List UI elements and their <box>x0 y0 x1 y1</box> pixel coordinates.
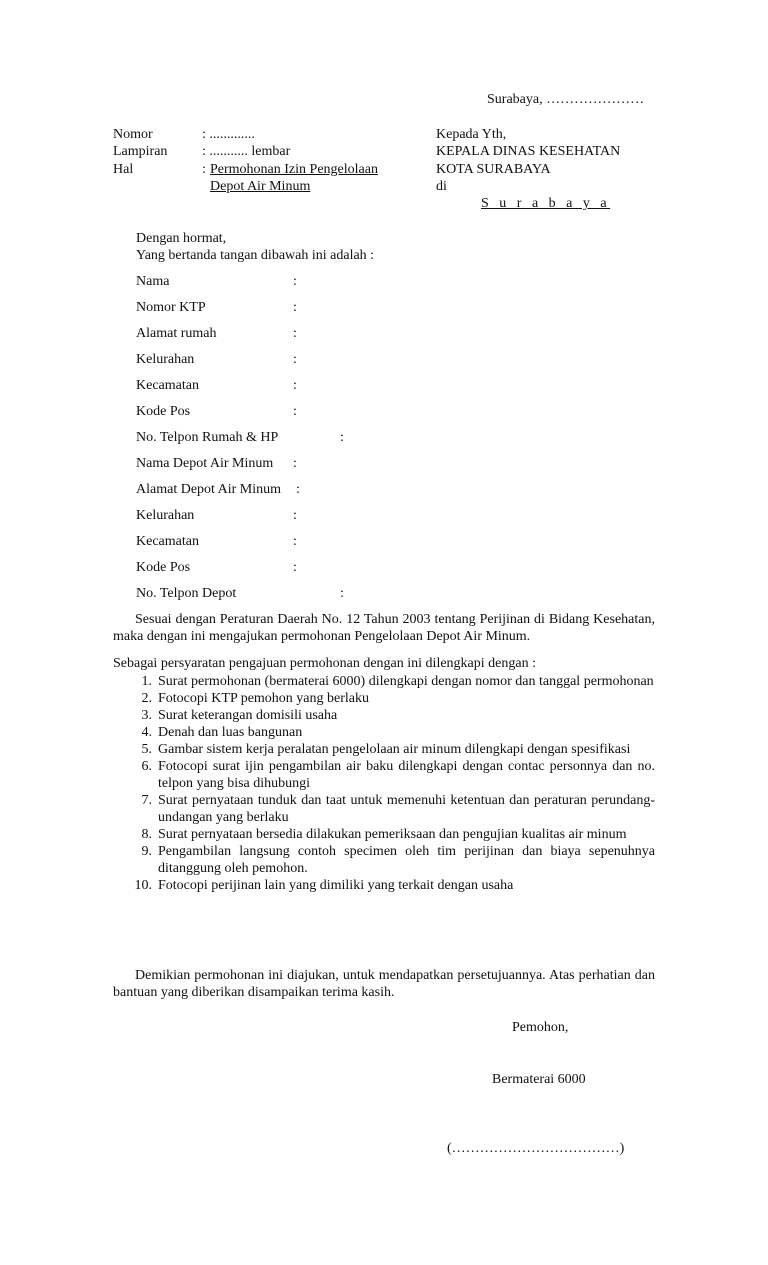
list-item: 3. Surat keterangan domisili usaha <box>141 708 338 723</box>
applicant-label: Pemohon, <box>512 1020 569 1035</box>
requirements-intro: Sebagai persyaratan pengajuan permohonan dengan ini dilengkapi dengan : <box>113 656 536 671</box>
recipient-city: S u r a b a y a <box>481 196 611 211</box>
field-colon: : <box>293 378 297 393</box>
list-item: 6. Fotocopi surat ijin pengambilan air baku dilengkapi dengan contac personnya dan no. telpon yang bisa dihubungi <box>141 759 655 791</box>
field-colon: : <box>293 274 297 289</box>
field-colon: : <box>293 534 297 549</box>
recipient-line3: KOTA SURABAYA <box>436 162 551 177</box>
nomor-value: : ............. <box>202 127 255 142</box>
recipient-line1: Kepada Yth, <box>436 127 507 142</box>
list-item: 2. Fotocopi KTP pemohon yang berlaku <box>141 691 370 706</box>
field-colon: : <box>293 456 297 471</box>
field-label: Alamat rumah <box>136 326 217 341</box>
greeting: Dengan hormat, <box>136 231 227 246</box>
lampiran-value: : ........... lembar <box>202 144 291 159</box>
field-label: Nama <box>136 274 170 289</box>
field-label: Alamat Depot Air Minum <box>136 482 282 497</box>
nomor-label: Nomor <box>113 127 153 142</box>
field-label: No. Telpon Depot <box>136 586 237 601</box>
stamp-label: Bermaterai 6000 <box>492 1072 586 1087</box>
field-colon: : <box>340 586 344 601</box>
field-colon: : <box>293 300 297 315</box>
field-label: No. Telpon Rumah & HP <box>136 430 279 445</box>
field-colon: : <box>293 326 297 341</box>
hal-colon: : <box>202 162 206 177</box>
recipient-line4: di <box>436 179 447 194</box>
field-colon: : <box>293 404 297 419</box>
list-item: 8. Surat pernyataan bersedia dilakukan pemeriksaan dan pengujian kualitas air minum <box>141 827 627 842</box>
field-colon: : <box>293 352 297 367</box>
list-item: 10. Fotocopi perijinan lain yang dimiliki yang terkait dengan usaha <box>134 878 514 893</box>
recipient-line2: KEPALA DINAS KESEHATAN <box>436 144 621 159</box>
field-label: Kelurahan <box>136 508 195 523</box>
field-label: Nomor KTP <box>136 300 206 315</box>
field-colon: : <box>293 508 297 523</box>
hal-subject-line1: Permohonan Izin Pengelolaan <box>210 162 378 177</box>
list-item: 4. Denah dan luas bangunan <box>141 725 303 740</box>
field-colon: : <box>340 430 344 445</box>
intro-line: Yang bertanda tangan dibawah ini adalah : <box>136 248 375 263</box>
list-item: 9. Pengambilan langsung contoh specimen oleh tim perijinan dan biaya sepenuhnya ditanggung oleh pemohon. <box>141 844 655 876</box>
place-date: Surabaya, ………………… <box>487 92 645 107</box>
field-label: Kelurahan <box>136 352 195 367</box>
requirements-list <box>113 673 655 894</box>
list-item: 7. Surat pernyataan tunduk dan taat untuk memenuhi ketentuan dan peraturan perundang-undangan yang berlaku <box>141 793 655 825</box>
regulation-paragraph: Sesuai dengan Peraturan Daerah No. 12 Tahun 2003 tentang Perijinan di Bidang Kesehatan, maka dengan ini mengajukan permohonan Pengelolaan Depot Air Minum. <box>113 612 655 644</box>
hal-subject-line2: Depot Air Minum <box>210 179 311 194</box>
signature-name-placeholder: (………………………………) <box>447 1141 625 1156</box>
field-colon: : <box>293 560 297 575</box>
field-colon: : <box>296 482 300 497</box>
field-label: Nama Depot Air Minum <box>136 456 274 471</box>
list-item: 1. Surat permohonan (bermaterai 6000) dilengkapi dengan nomor dan tanggal permohonan <box>141 674 654 689</box>
field-label: Kecamatan <box>136 378 199 393</box>
field-label: Kecamatan <box>136 534 199 549</box>
lampiran-label: Lampiran <box>113 144 168 159</box>
list-item: 5. Gambar sistem kerja peralatan pengelolaan air minum dilengkapi dengan spesifikasi <box>141 742 631 757</box>
closing-paragraph: Demikian permohonan ini diajukan, untuk mendapatkan persetujuannya. Atas perhatian dan bantuan yang diberikan disampaikan terima kasih. <box>113 968 655 1000</box>
hal-label: Hal <box>113 162 134 177</box>
field-label: Kode Pos <box>136 404 191 419</box>
field-label: Kode Pos <box>136 560 191 575</box>
